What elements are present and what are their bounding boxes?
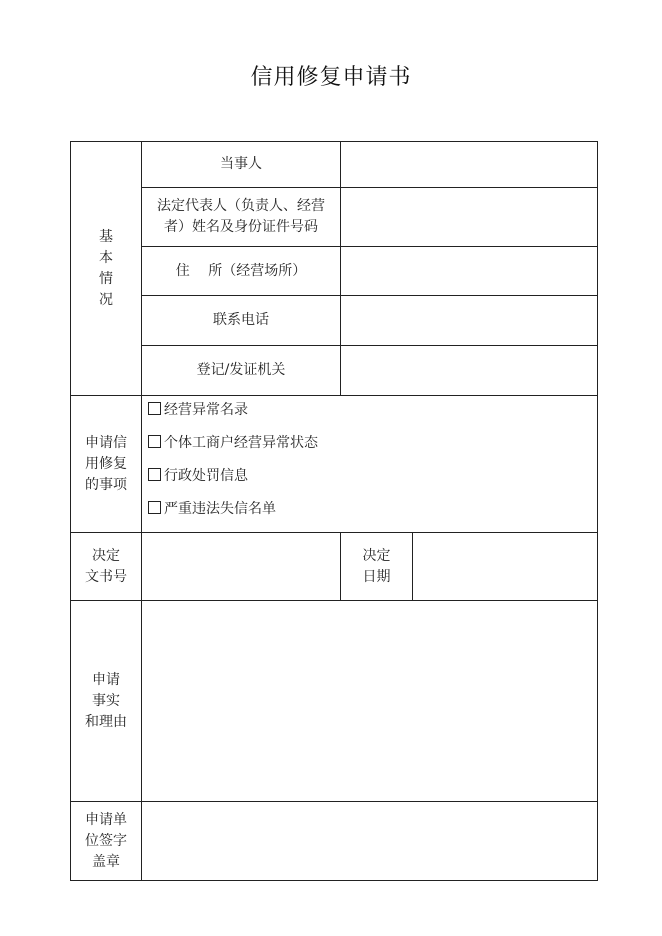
address-label: 住 所（经营场所） bbox=[142, 247, 341, 296]
phone-label: 联系电话 bbox=[142, 296, 341, 346]
signature-field[interactable] bbox=[142, 802, 598, 881]
authority-field[interactable] bbox=[341, 346, 598, 396]
matters-label: 申请信 用修复 的事项 bbox=[71, 396, 142, 533]
option-serious-violation[interactable]: 严重违法失信名单 bbox=[148, 499, 597, 532]
basic-info-section-label: 基 本 情 况 bbox=[71, 142, 142, 396]
matters-options bbox=[142, 396, 598, 533]
decision-date-field[interactable] bbox=[413, 533, 598, 601]
legal-rep-label: 法定代表人（负责人、经营 者）姓名及身份证件号码 bbox=[142, 188, 341, 247]
decision-doc-field[interactable] bbox=[142, 533, 341, 601]
page-title: 信用修复申请书 bbox=[250, 65, 412, 90]
party-field[interactable] bbox=[341, 142, 598, 188]
decision-doc-label: 决定 文书号 bbox=[71, 533, 142, 601]
checkbox-icon[interactable] bbox=[148, 468, 161, 481]
checkbox-icon[interactable] bbox=[148, 435, 161, 448]
facts-label: 申请 事实 和理由 bbox=[71, 601, 142, 802]
phone-field[interactable] bbox=[341, 296, 598, 346]
checkbox-icon[interactable] bbox=[148, 402, 161, 415]
decision-date-label: 决定 日期 bbox=[341, 533, 413, 601]
option-penalty-info[interactable]: 行政处罚信息 bbox=[148, 466, 597, 499]
authority-label: 登记/发证机关 bbox=[142, 346, 341, 396]
signature-label: 申请单 位签字 盖章 bbox=[71, 802, 142, 881]
facts-field[interactable] bbox=[142, 601, 598, 802]
option-individual-abnormal[interactable]: 个体工商户经营异常状态 bbox=[148, 433, 597, 466]
option-abnormal-list[interactable]: 经营异常名录 bbox=[148, 400, 597, 433]
legal-rep-field[interactable] bbox=[341, 188, 598, 247]
checkbox-icon[interactable] bbox=[148, 501, 161, 514]
application-form bbox=[70, 141, 598, 881]
party-label: 当事人 bbox=[142, 142, 341, 188]
address-field[interactable] bbox=[341, 247, 598, 296]
